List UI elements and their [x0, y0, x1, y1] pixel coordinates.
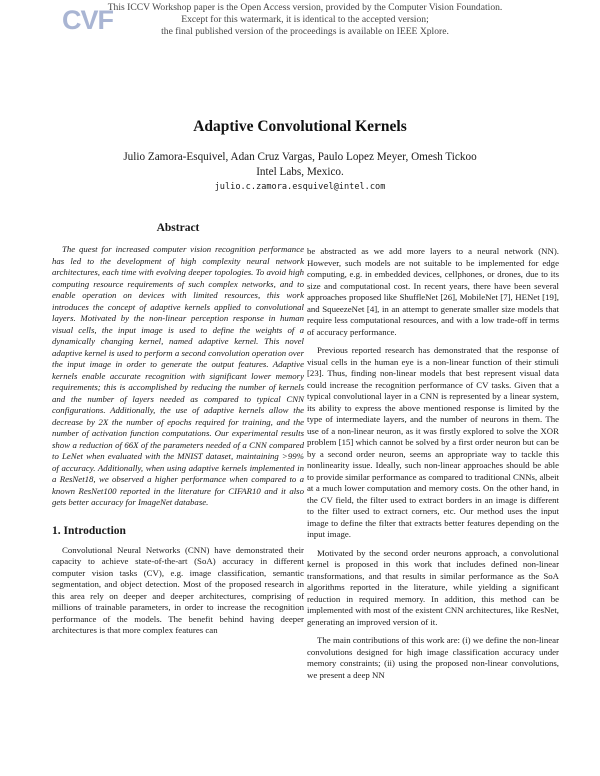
cvf-logo: CVF: [62, 5, 113, 35]
abstract-text: The quest for increased computer vision recognition performance has led to the development of high complexity neural network architectures, each time with evolving deeper topologies. To avoid high computing resource requirements of such complex networks, and to enable operation on devices with limited resources, this work introduces the concept of adaptive kernels applied to convolutional layers. Motivated by the non-linear perception response in human visual cells, the input image is used to define the weights of a dynamically changing kernel, named adaptive kernel. This novel adaptive kernel is used to perform a second convolution operation over the input image in order to generate the output features. Adaptive kernels enable accurate recognition with significant lower memory requirements; this is accomplished by reducing the number of kernels and the number of layers needed as compared to typical CNN configurations. Additionally, the use of adaptive kernels allow the decrease by 2X the number of epochs required for training, and the number of activation function computations. Our experimental results show a reduction of 66X of the parameters needed of a CNN compared to LeNet when evaluated with the MNIST dataset, maintaining >99% of accuracy. Additionally, when using adaptive kernels implemented in a ResNet18, we observed a higher performance when compared to a known ResNet100 reported in the literature for CIFAR10 and it also gets better accuracy for ImageNet database.: [52, 244, 304, 507]
body-paragraph: Motivated by the second order neurons approach, a convolutional kernel is proposed in this work that includes defined non-linear transformations, and that results in similar performance as the SoA algorithms reported in the literature, while yielding a significant reduction in required memory. In addition, this method can be implemented with most of the existent CNN architectures, like ResNet, generating an improved version of it.: [307, 547, 559, 627]
right-column: [307, 246, 559, 681]
paper-title: Adaptive Convolutional Kernels: [193, 118, 407, 135]
body-paragraph: The main contributions of this work are: (i) we define the non-linear convolutions designed for high image classification accuracy under memory constraints; (ii) using the proposed non-linear convolutions, we present a deep NN: [307, 635, 559, 680]
author-block: [0, 150, 600, 195]
body-paragraph: be abstracted as we add more layers to a neural network (NN). However, such models are not suitable to be implemented for edge computing, e.g. in embedded devices, cellphones, or drones, due to its size and computational cost. In recent years, there have been several approaches proposed like ShuffleNet [26], MobileNet [7], HENet [19], and SqueezeNet [4], in an attempt to generate smaller size models that require less computational resources, and with a low trade-off in terms of accuracy performance.: [307, 246, 559, 337]
affiliation: Intel Labs, Mexico.: [256, 166, 344, 178]
body-paragraph: Previous reported research has demonstrated that the response of visual cells in the human eye is a non-linear function of their stimuli [23]. Thus, finding non-linear models that best represent visual data could increase the recognition performance of CV tasks. Given that a typical convolutional layer in a CNN is represented by a linear system, its ability to express the above mentioned response is limited by the type of intermediate layers, and the number of neurons in them. The use of a non-linear neuron, as it was firstly explored to solve the XOR problem [15] which cannot be solved by a first order neuron but can be by a second order neuron, seems an appropriate way to tackle this nonlinearity issue. Ideally, such non-linear approaches should be able to provide similar performance as compared to traditional CNNs, albeit at a much lower computation and memory costs. On the other hand, in the CV field, the filter used to extract borders in an image is different to the filter used to extract corners, etc. Our method uses the input image to define the filter that extracts better features depending on the input image.: [307, 345, 559, 539]
watermark-line: the final published version of the proceedings is available on IEEE Xplore.: [161, 26, 449, 37]
left-column: [52, 222, 304, 637]
watermark-line: Except for this watermark, it is identical to the accepted version;: [181, 14, 429, 25]
introduction-paragraph: Convolutional Neural Networks (CNN) have demonstrated their capacity to achieve state-of-the-art (SoA) accuracy in different computer vision tasks (CV), e.g. image classification, semantic segmentation, and object detection. Most of the proposed research in this area rely on deeper and deeper architectures, comprising of millions of trainable parameters, in order to increase the recognition performance of the models. The benefit behind having deeper architectures is that more complex features can: [52, 544, 304, 635]
introduction-heading: 1. Introduction: [52, 524, 126, 537]
author-names: Julio Zamora-Esquivel, Adan Cruz Vargas, Paulo Lopez Meyer, Omesh Tickoo: [123, 151, 477, 163]
abstract-heading: Abstract: [156, 222, 200, 234]
open-access-watermark: [100, 2, 510, 38]
watermark-line: This ICCV Workshop paper is the Open Access version, provided by the Computer Vision Foundation.: [107, 2, 503, 13]
author-email: julio.c.zamora.esquivel@intel.com: [214, 182, 386, 192]
